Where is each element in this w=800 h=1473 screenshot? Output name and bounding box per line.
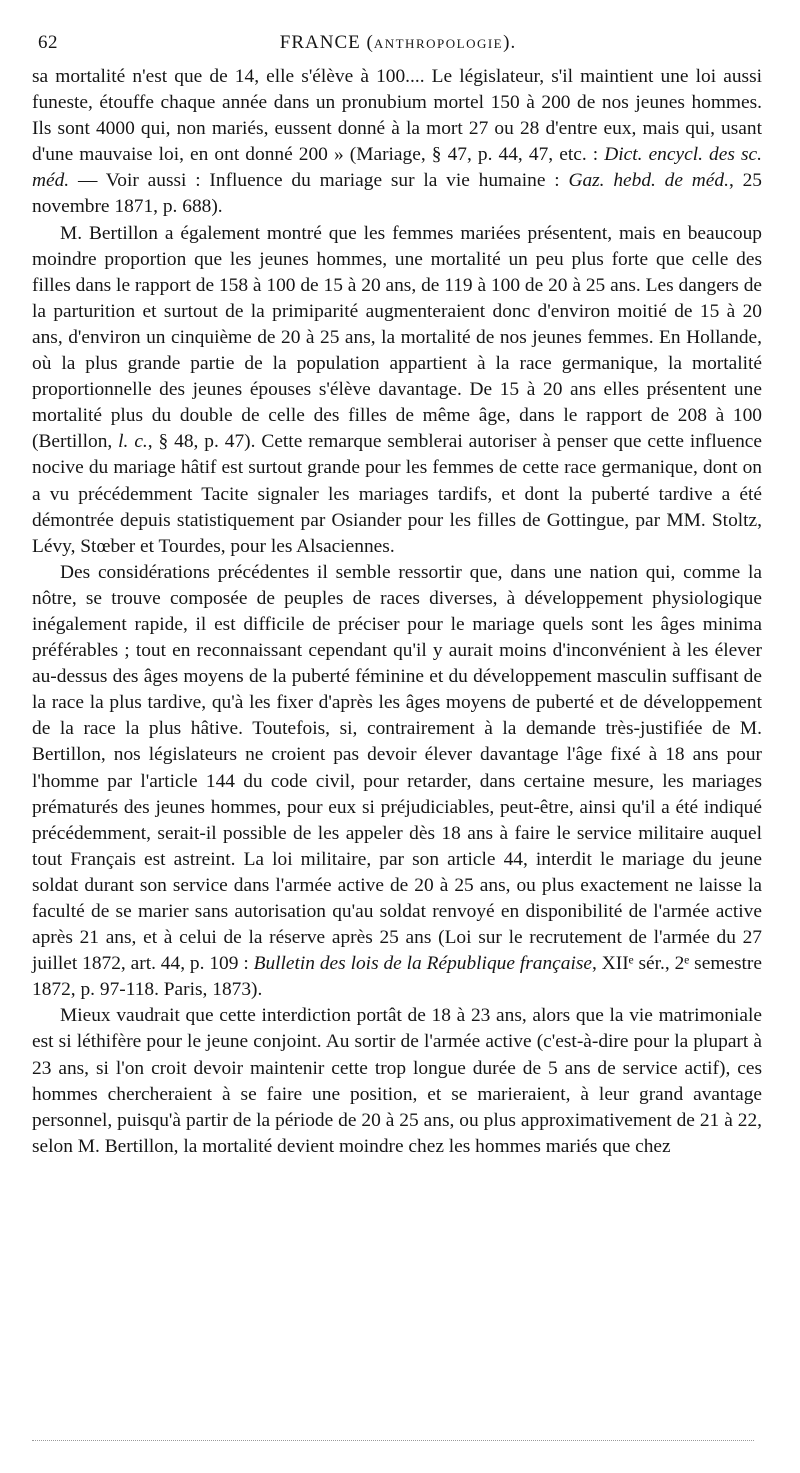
text-run: Des considérations précédentes il semble ressortir que, dans une nation qui, comme la nôtre, se trouve composée de peuples de races diverses, à développement physiologique inégalement rapide, il est difficile de préciser pour le mariage quels sont les âges minima préférables ; tout en reconnaissant cependant qu'il y aurait moins d'inconvénient à les élever au-dessus des âges moyens de la puberté féminine et du développement masculin suffisant de la race la plus tardive, qu'à les fixer d'après les âges moyens de puberté et de développement de la race la plus hâtive. Toutefois, si, contrairement à la demande très-justifiée de M. Bertillon, nos législateurs ne croient pas devoir élever davantage l'âge fixé à 18 ans pour l'homme par l'article 144 du code civil, pour retarder, dans certaine mesure, les mariages prématurés des jeunes hommes, pour eux si préjudiciables, peut-être, ainsi qu'il a été indiqué précédemment, serait-il possible de les appeler dès 18 ans à faire le service militaire auquel tout Français est astreint. La loi militaire, par son article 44, interdit le mariage du jeune soldat durant son service dans l'armée active de 20 à 25 ans, ou plus exactement ne laisse la faculté de se marier sans autorisation qu'au soldat renvoyé en disponibilité de l'armée active après 21 ans, et à celui de la réserve après 25 ans (Loi sur le recrutement de l'armée du 27 juillet 1872, art. 44, p. 109 : [32,561,762,975]
paragraph [32,1003,762,1160]
italic-citation: l. c. [118,431,148,453]
text-run: Mieux vaudrait que cette interdiction portât de 18 à 23 ans, alors que la vie matrimoniale est si léthifère pour le jeune conjoint. Au sortir de l'armée active (c'est-à-dire pour la plupart à 23 ans, si l'on croit devoir maintenir cette trop longue durée de 5 ans de service actif), ces hommes chercheraient à se faire une position, et se marieraient, à leur grand avantage personnel, puisqu'à partir de la période de 20 à 25 ans, ou plus approximativement de 21 à 22, selon M. Bertillon, la mortalité devient moindre chez les hommes mariés que chez [32,1005,762,1157]
running-title-end: ). [503,32,517,53]
text-run: — Voir aussi : Influence du mariage sur la vie humaine : [69,170,569,192]
page-number: 62 [38,32,58,53]
running-title-subject: ANTHROPOLOGIE [373,36,504,51]
text-run: , XIIᵉ sér., 2ᵉ semestre 1872, p. 97-118. Paris, 1873). [32,953,762,1001]
paragraph [32,560,762,1004]
footer-divider [32,1440,754,1441]
text-run: M. Bertillon a également montré que les femmes mariées présentent, mais en beaucoup moindre proportion que les jeunes hommes, une mortalité un peu plus forte que celle des filles dans le rapport de 158 à 100 de 15 à 20 ans, de 119 à 100 de 20 à 25 ans. Les dangers de la parturition et surtout de la primiparité augmenteraient donc d'environ moitié de 15 à 20 ans, d'environ un cinquième de 20 à 25 ans, la mortalité de nos jeunes femmes. En Hollande, où la plus grande partie de la population appartient à la race germanique, la mortalité proportionnelle des jeunes épouses s'élève davantage. De 15 à 20 ans elles présentent une mortalité plus du double de celle des filles de même âge, dans le rapport de 208 à 100 (Bertillon, [32,222,762,453]
page-header [38,30,758,60]
text-run: , § 48, p. 47). Cette remarque semblerai autoriser à penser que cette influence nocive du mariage hâtif est surtout grande pour les femmes de cette race germanique, dont on a vu précédemment Tacite signaler les mariages tardifs, et dont la puberté tardive a été démontrée depuis statistiquement par Osiander pour les filles de Gottingue, par MM. Stoltz, Lévy, Stœber et Tourdes, pour les Alsaciennes. [32,431,762,557]
text-run: sa mortalité n'est que de 14, elle s'élève à 100.... Le législateur, s'il maintient une loi aussi funeste, étouffe chaque année dans un pronubium mortel 150 à 200 de nos jeunes hommes. Ils sont 4000 qui, non mariés, eussent donné à la mort 27 ou 28 d'entre eux, mais qui, usant d'une mauvaise loi, en ont donné 200 » (Mariage, § 47, p. 44, 47, etc. : [32,66,762,166]
paragraph [32,64,762,221]
body-text [32,64,762,1160]
paragraph [32,221,762,560]
running-title [38,32,758,54]
italic-citation: Bulletin des lois de la République française [253,953,592,975]
text-run: , 25 novembre 1871, p. 688). [32,170,762,218]
italic-citation: Gaz. hebd. de méd. [568,170,729,192]
running-title-main: FRANCE ( [279,32,374,53]
italic-citation: Dict. encycl. des sc. méd. [32,144,762,192]
